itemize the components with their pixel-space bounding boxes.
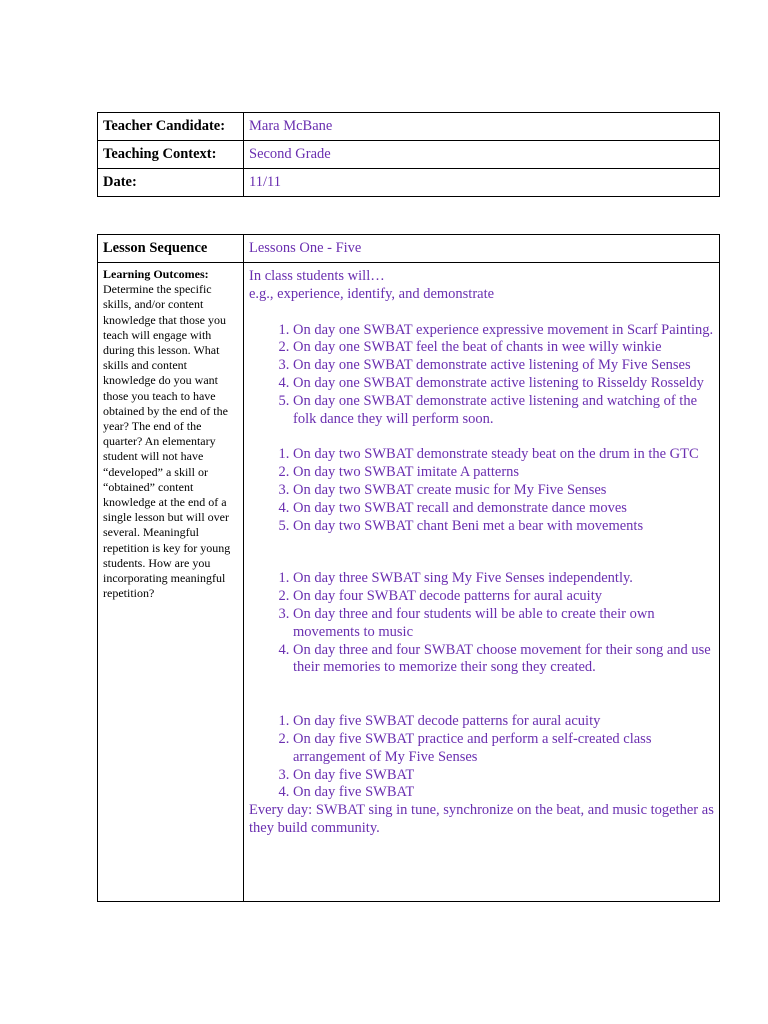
- list-item: 4. On day five SWBAT: [293, 784, 714, 802]
- list-item: 2. On day one SWBAT feel the beat of chants in wee willy winkie: [293, 339, 714, 357]
- sequence-row: [98, 235, 720, 263]
- list-item: 5. On day two SWBAT chant Beni met a bear with movements: [293, 518, 714, 536]
- list-item: 5. On day one SWBAT demonstrate active listening and watching of the folk dance they will perform soon.: [293, 393, 714, 429]
- list-item: 2. On day two SWBAT imitate A patterns: [293, 464, 714, 482]
- teacher-label: Teacher Candidate:: [98, 113, 244, 141]
- outcomes-row: [98, 263, 720, 902]
- intro-line-1: In class students will…: [249, 268, 385, 284]
- list-item: 3. On day five SWBAT: [293, 767, 714, 785]
- day-one-list: [249, 322, 714, 429]
- intro-line-2: e.g., experience, identify, and demonstrate: [249, 285, 495, 302]
- outcomes-content: [244, 263, 720, 902]
- context-value: Second Grade: [244, 141, 720, 169]
- date-row: [98, 169, 720, 197]
- list-item: 2. On day five SWBAT practice and perform a self-created class arrangement of My Five Senses: [293, 731, 714, 767]
- context-row: [98, 141, 720, 169]
- list-item: 1. On day three SWBAT sing My Five Senses independently.: [293, 570, 714, 588]
- sequence-label: Lesson Sequence: [98, 235, 244, 263]
- outcomes-prompt: [98, 263, 244, 902]
- date-label: Date:: [98, 169, 244, 197]
- list-item: 4. On day two SWBAT recall and demonstrate dance moves: [293, 500, 714, 518]
- list-item: 1. On day two SWBAT demonstrate steady beat on the drum in the GTC: [293, 446, 714, 464]
- sequence-value: Lessons One - Five: [244, 235, 720, 263]
- list-item: 4. On day three and four SWBAT choose movement for their song and use their memories to memorize their song they created.: [293, 642, 714, 678]
- list-item: 3. On day three and four students will be able to create their own movements to music: [293, 606, 714, 642]
- lesson-table: [97, 234, 720, 902]
- info-table: [97, 112, 720, 197]
- list-item: 1. On day one SWBAT experience expressive movement in Scarf Painting.: [293, 322, 714, 340]
- teacher-row: [98, 113, 720, 141]
- outcomes-title: Learning Outcomes:: [103, 267, 209, 281]
- date-value: 11/11: [244, 169, 720, 197]
- day-two-list: [249, 446, 714, 535]
- list-item: 3. On day one SWBAT demonstrate active listening of My Five Senses: [293, 357, 714, 375]
- every-day-note: Every day: SWBAT sing in tune, synchronize on the beat, and music together as they build community.: [249, 802, 714, 836]
- outcomes-text: Determine the specific skills, and/or content knowledge that those you teach will engage with during this lesson. What skills and content knowledge do you want those you teach to have obtained by the end of the year? The end of the quarter? An elementary student will not have “developed” a skill or “obtained” content knowledge at the end of a single lesson but will over several. Meaningful repetition is key for young students. How are you incorporating meaningful repetition?: [103, 282, 231, 601]
- list-item: 4. On day one SWBAT demonstrate active listening to Risseldy Rosseldy: [293, 375, 714, 393]
- list-item: 2. On day four SWBAT decode patterns for aural acuity: [293, 588, 714, 606]
- list-item: 1. On day five SWBAT decode patterns for aural acuity: [293, 713, 714, 731]
- teacher-value: Mara McBane: [244, 113, 720, 141]
- day-three-four-list: [249, 570, 714, 677]
- list-item: 3. On day two SWBAT create music for My Five Senses: [293, 482, 714, 500]
- context-label: Teaching Context:: [98, 141, 244, 169]
- day-five-list: [249, 713, 714, 802]
